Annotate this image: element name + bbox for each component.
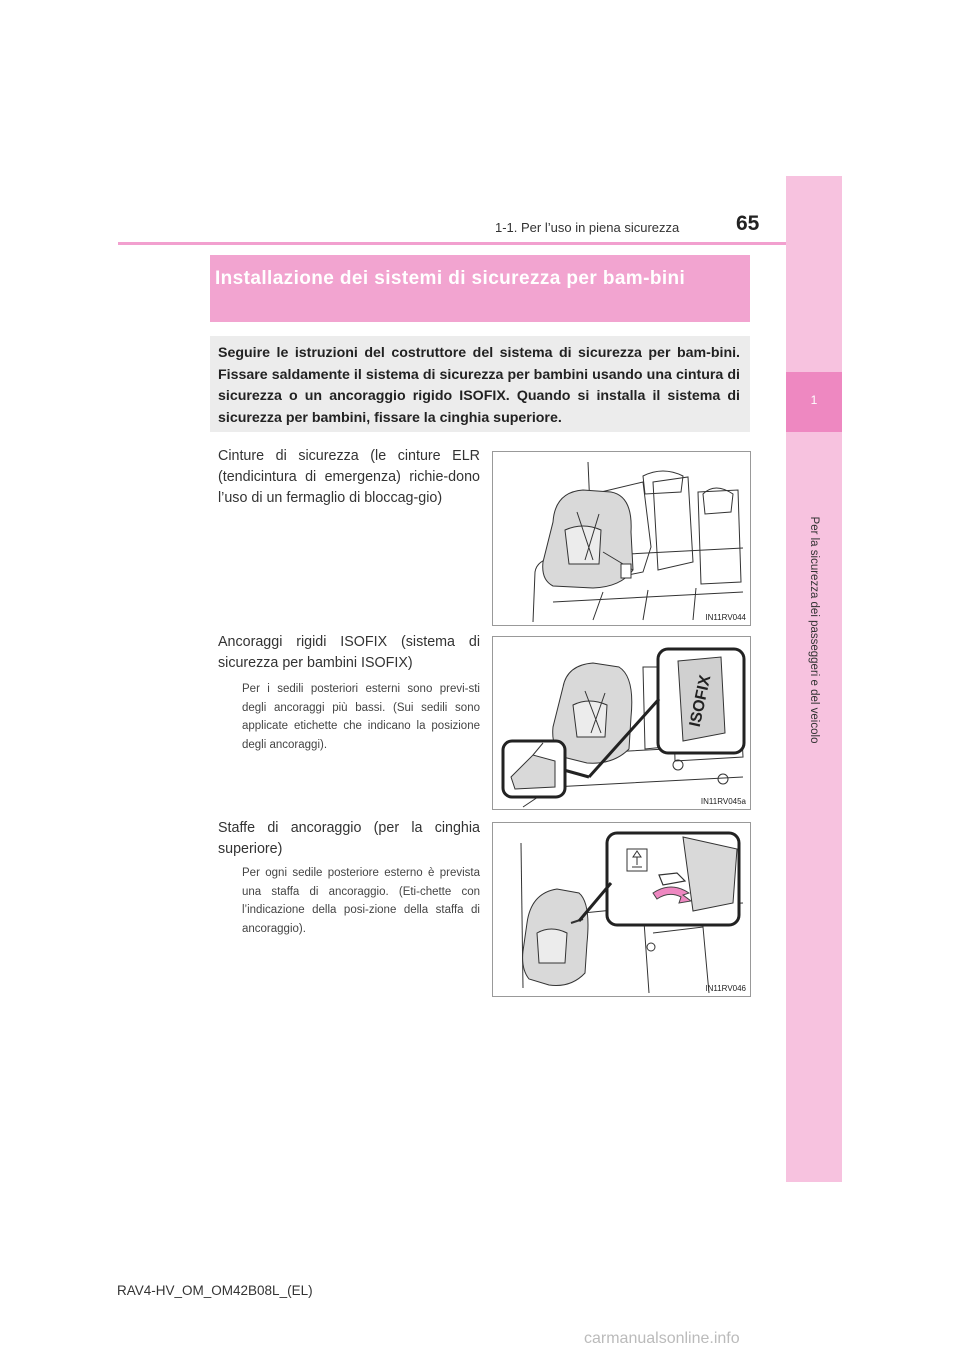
chapter-title-vertical: Per la sicurezza dei passeggeri e del veicolo	[808, 516, 820, 744]
item-isofix-note: Per i sedili posteriori esterni sono previ-sti degli ancoraggi più bassi. (Sui sedili sono applicate etichette che indicano la posizione degli ancoraggi).	[242, 683, 480, 751]
section-title: Installazione dei sistemi di sicurezza per bam-bini	[215, 268, 686, 289]
figure-tether-anchor-brackets	[492, 822, 751, 997]
page-number: 65	[736, 212, 760, 235]
figure-code: IN11RV045a	[700, 797, 746, 806]
chapter-number: 1	[810, 393, 818, 407]
tether-illustration	[493, 823, 750, 996]
figure-isofix-anchors	[492, 636, 751, 810]
running-header-section: 1-1. Per l’uso in piena sicurezza	[495, 220, 680, 235]
intro-text: Seguire le istruzioni del costruttore del sistema di sicurezza per bam-bini. Fissare saldamente il sistema di sicurezza per bambini usando una cintura di sicurezza o un ancoraggio rigido ISOFIX. Quando si installa il sistema di sicurezza per bambini, fissare la cinghia superiore.	[218, 345, 740, 426]
isofix-illustration	[493, 637, 750, 809]
header-rule	[118, 242, 786, 245]
figure-code: IN11RV046	[705, 984, 746, 993]
item-seat-belts-heading: Cinture di sicurezza (le cinture ELR (tendicintura di emergenza) richie-dono l’uso di un fermaglio di bloccag-gio)	[218, 448, 480, 506]
figure-code: IN11RV044	[705, 613, 746, 622]
watermark: carmanualsonline.info	[584, 1330, 740, 1347]
item-top-tether-note: Per ogni sedile posteriore esterno è prevista una staffa di ancoraggio. (Eti-chette con l’indicazione della posi-zione della staffa di ancoraggio).	[242, 867, 480, 935]
item-isofix-heading: Ancoraggi rigidi ISOFIX (sistema di sicurezza per bambini ISOFIX)	[218, 634, 480, 671]
item-top-tether-heading: Staffe di ancoraggio (per la cinghia superiore)	[218, 820, 480, 857]
child-seat-belt-illustration	[493, 452, 750, 625]
document-code: RAV4-HV_OM_OM42B08L_(EL)	[117, 1283, 313, 1298]
figure-seat-belt-installation	[492, 451, 751, 626]
isofix-label: ISOFIX	[686, 673, 715, 729]
